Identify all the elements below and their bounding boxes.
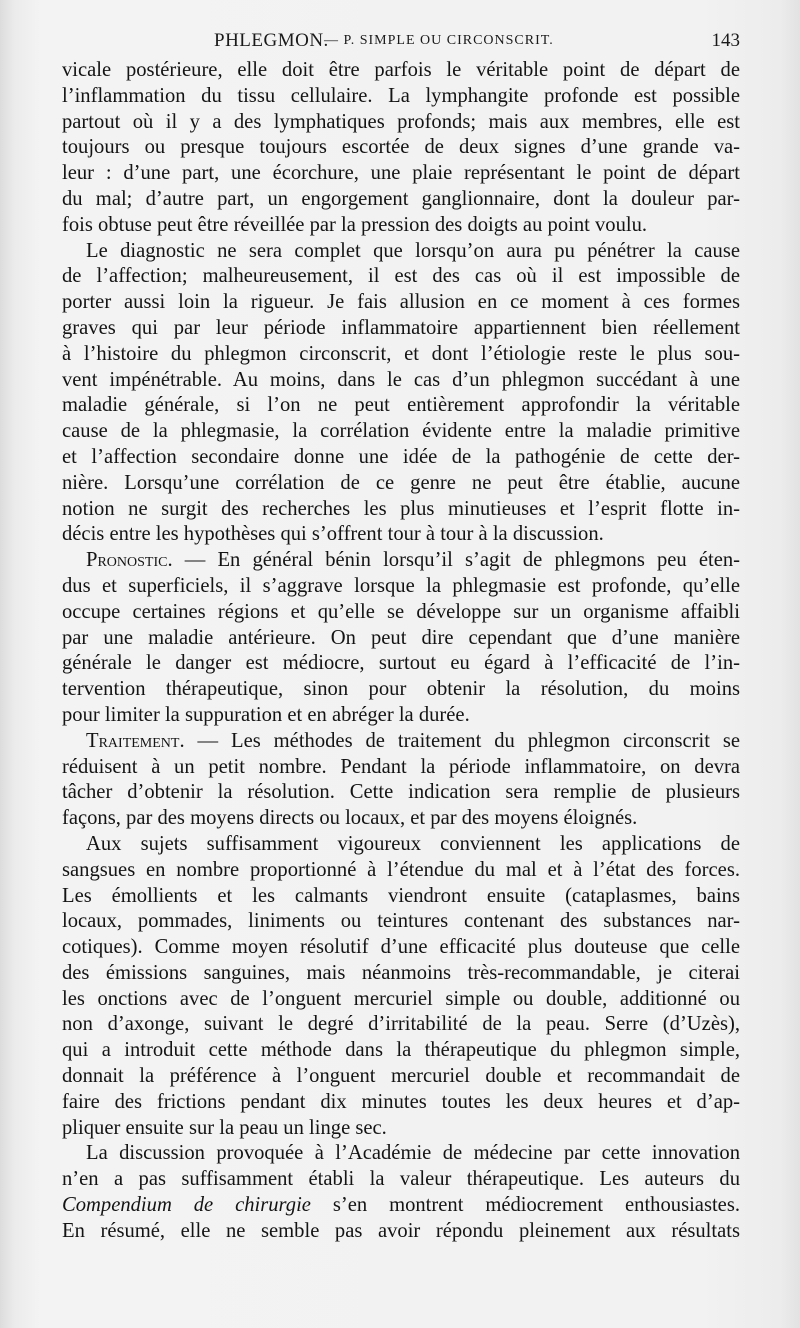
text-line bbox=[62, 858, 740, 884]
line-text: générale le danger est médiocre, surtout eu égard à l’efficacité de l’in- bbox=[62, 652, 740, 675]
line-text: porter aussi loin la rigueur. Je fais allusion en ce moment à ces formes bbox=[62, 291, 740, 314]
line-text: La discussion provoquée à l’Académie de médecine par cette innovation bbox=[86, 1142, 740, 1165]
line-text: et l’affection secondaire donne une idée de la pathogénie de cette der- bbox=[62, 445, 740, 468]
line-text: Aux sujets suffisamment vigoureux conviennent les applications de bbox=[86, 832, 740, 855]
text-line bbox=[62, 58, 740, 84]
text-line bbox=[62, 935, 740, 961]
text-line bbox=[62, 239, 740, 265]
text-line bbox=[62, 368, 740, 394]
text-line bbox=[62, 445, 740, 471]
text-line bbox=[62, 1219, 740, 1245]
line-text: par une maladie antérieure. On peut dire cependant que d’une manière bbox=[62, 626, 740, 649]
line-text: maladie générale, si l’on ne peut entièrement approfondir la véritable bbox=[62, 394, 740, 417]
running-head bbox=[62, 30, 740, 52]
text-line bbox=[62, 1193, 740, 1219]
text-line bbox=[62, 419, 740, 445]
line-text: l’inflammation du tissu cellulaire. La lymphangite profonde est possible bbox=[62, 84, 740, 107]
text-line bbox=[62, 677, 740, 703]
line-text: des émissions sanguines, mais néanmoins très-recommandable, je citerai bbox=[62, 961, 740, 984]
line-text: partout où il y a des lymphatiques profonds; mais aux membres, elle est bbox=[62, 110, 740, 133]
section-heading: Traitement. bbox=[86, 729, 185, 752]
text-line bbox=[62, 832, 740, 858]
line-text: fois obtuse peut être réveillée par la pression des doigts au point voulu. bbox=[62, 213, 648, 236]
text-line bbox=[62, 987, 740, 1013]
text-line bbox=[62, 961, 740, 987]
line-text: à l’histoire du phlegmon circonscrit, et dont l’étiologie reste le plus sou- bbox=[62, 342, 740, 365]
line-text: graves qui par leur période inflammatoire appartiennent bien réellement bbox=[62, 316, 740, 339]
line-text: les onctions avec de l’onguent mercuriel simple ou double, additionné ou bbox=[62, 987, 740, 1010]
line-text: du mal; d’autre part, un engorgement ganglionnaire, dont la douleur par- bbox=[62, 187, 740, 210]
line-text: cotiques). Comme moyen résolutif d’une efficacité plus douteuse que celle bbox=[62, 936, 740, 959]
text-line bbox=[62, 574, 740, 600]
line-text: pliquer ensuite sur la peau un linge sec. bbox=[62, 1116, 387, 1139]
line-text: dus et superficiels, il s’aggrave lorsque la phlegmasie est profonde, qu’elle bbox=[62, 574, 740, 597]
text-line bbox=[62, 651, 740, 677]
text-line bbox=[62, 84, 740, 110]
text-line bbox=[62, 755, 740, 781]
text-line bbox=[62, 1090, 740, 1116]
text-line bbox=[62, 729, 740, 755]
line-text: vicale postérieure, elle doit être parfois le véritable point de départ de bbox=[62, 59, 740, 81]
text-line bbox=[62, 471, 740, 497]
text-line bbox=[62, 703, 740, 729]
text-line bbox=[62, 1012, 740, 1038]
line-text: leur : d’une part, une écorchure, une plaie représentant le point de départ bbox=[62, 162, 740, 185]
text-line bbox=[62, 1064, 740, 1090]
text-line bbox=[62, 213, 740, 239]
line-text: toujours ou presque toujours escortée de deux signes d’une grande va- bbox=[62, 136, 740, 159]
page-number: 143 bbox=[711, 30, 740, 51]
line-text: donnait la préférence à l’onguent mercuriel double et recommandait de bbox=[62, 1065, 740, 1088]
text-line bbox=[62, 1141, 740, 1167]
line-text: n’en a pas suffisamment établi la valeur thérapeutique. Les auteurs du bbox=[62, 1168, 740, 1191]
line-text: En résumé, elle ne semble pas avoir répondu pleinement aux résultats bbox=[62, 1219, 740, 1242]
running-head-subtitle: — P. SIMPLE OU CIRCONSCRIT. bbox=[324, 33, 554, 48]
line-text: nière. Lorsqu’une corrélation de ce genre ne peut être établie, aucune bbox=[62, 471, 740, 494]
line-text: cause de la phlegmasie, la corrélation évidente entre la maladie primitive bbox=[62, 420, 740, 443]
text-line bbox=[62, 161, 740, 187]
text-line bbox=[62, 626, 740, 652]
section-heading: Pronostic. bbox=[86, 549, 173, 572]
text-line bbox=[62, 780, 740, 806]
text-line bbox=[62, 1167, 740, 1193]
line-text: notion ne surgit des recherches les plus minutieuses et l’esprit flotte in- bbox=[62, 497, 740, 520]
line-text: sangsues en nombre proportionné à l’étendue du mal et à l’état des forces. bbox=[62, 858, 740, 881]
line-text: tâcher d’obtenir la résolution. Cette indication sera remplie de plusieurs bbox=[62, 781, 740, 804]
text-line bbox=[62, 1038, 740, 1064]
line-text: — Les méthodes de traitement du phlegmon circonscrit se bbox=[184, 729, 740, 752]
text-line bbox=[62, 522, 740, 548]
line-text: vent impénétrable. Au moins, dans le cas d’un phlegmon succédant à une bbox=[62, 368, 740, 391]
text-line bbox=[62, 264, 740, 290]
line-text: s’en montrent médiocrement enthousiastes. bbox=[310, 1194, 740, 1217]
line-text: pour limiter la suppuration et en abréger la durée. bbox=[62, 703, 470, 726]
text-line bbox=[62, 187, 740, 213]
line-text: façons, par des moyens directs ou locaux, et par des moyens éloignés. bbox=[62, 807, 638, 830]
text-line bbox=[62, 316, 740, 342]
text-line bbox=[62, 600, 740, 626]
text-line bbox=[62, 806, 740, 832]
text-line bbox=[62, 497, 740, 523]
text-line bbox=[62, 342, 740, 368]
text-line bbox=[62, 909, 740, 935]
italic-title: Compendium de chirurgie bbox=[62, 1194, 311, 1217]
line-text: qui a introduit cette méthode dans la thérapeutique du phlegmon simple, bbox=[62, 1039, 740, 1062]
text-line bbox=[62, 110, 740, 136]
line-text: non d’axonge, suivant le degré d’irritabilité de la peau. Serre (d’Uzès), bbox=[62, 1013, 740, 1036]
line-text: Les émollients et les calmants viendront ensuite (cataplasmes, bains bbox=[62, 884, 740, 907]
text-line bbox=[62, 393, 740, 419]
line-text: locaux, pommades, liniments ou teintures contenant des substances nar- bbox=[62, 910, 740, 933]
line-text: réduisent à un petit nombre. Pendant la période inflammatoire, on devra bbox=[62, 755, 740, 778]
text-line bbox=[62, 1116, 740, 1142]
text-line bbox=[62, 135, 740, 161]
line-text: de l’affection; malheureusement, il est des cas où il est impossible de bbox=[62, 265, 740, 288]
text-line bbox=[62, 548, 740, 574]
text-line bbox=[62, 884, 740, 910]
running-head-title: PHLEGMON. bbox=[214, 30, 329, 51]
line-text: décis entre les hypothèses qui s’offrent tour à tour à la discussion. bbox=[62, 523, 604, 546]
line-text: — En général bénin lorsqu’il s’agit de phlegmons peu éten- bbox=[172, 549, 740, 572]
text-line bbox=[62, 290, 740, 316]
line-text: occupe certaines régions et qu’elle se développe sur un organisme affaibli bbox=[62, 600, 740, 623]
body-text bbox=[62, 58, 740, 1245]
line-text: faire des frictions pendant dix minutes toutes les deux heures et d’ap- bbox=[62, 1090, 740, 1113]
line-text: tervention thérapeutique, sinon pour obtenir la résolution, du moins bbox=[62, 678, 740, 701]
line-text: Le diagnostic ne sera complet que lorsqu’on aura pu pénétrer la cause bbox=[86, 239, 740, 262]
